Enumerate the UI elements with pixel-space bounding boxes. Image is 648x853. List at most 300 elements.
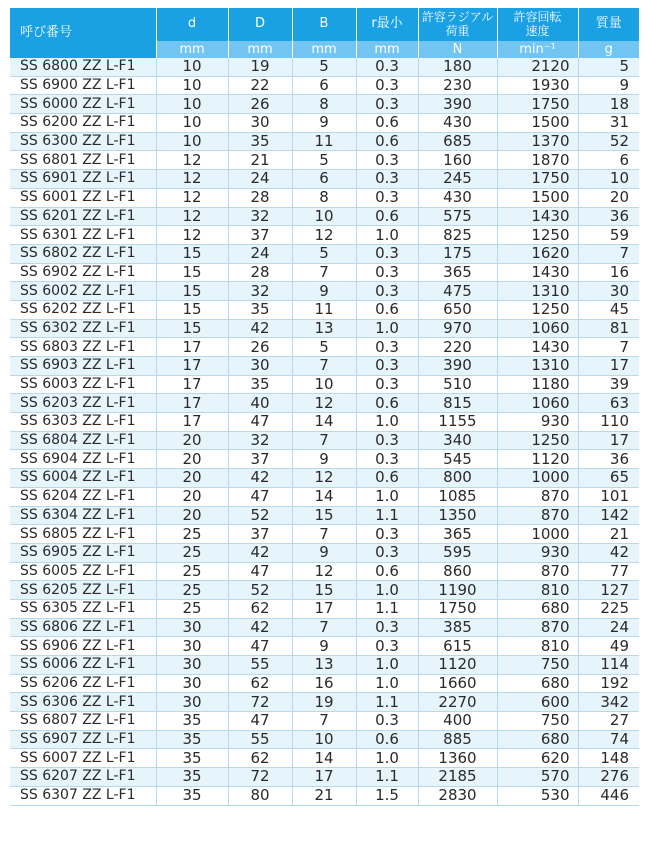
cell-part-number: SS 6300 ZZ L-F1 (10, 132, 156, 151)
cell-B: 6 (292, 170, 356, 189)
cell-d: 10 (156, 132, 228, 151)
cell-speed: 810 (497, 581, 578, 600)
cell-B: 7 (292, 431, 356, 450)
cell-speed: 600 (497, 693, 578, 712)
cell-radial-load: 365 (418, 525, 497, 544)
cell-B: 5 (292, 151, 356, 170)
cell-part-number: SS 6304 ZZ L-F1 (10, 506, 156, 525)
cell-D: 24 (228, 244, 292, 263)
cell-radial-load: 245 (418, 170, 497, 189)
cell-d: 35 (156, 730, 228, 749)
cell-d: 12 (156, 170, 228, 189)
cell-D: 40 (228, 394, 292, 413)
header-radial-load-line2: 荷重 (445, 24, 470, 39)
cell-speed: 1930 (497, 76, 578, 95)
cell-D: 19 (228, 58, 292, 76)
cell-r-min: 0.3 (356, 58, 418, 76)
cell-d: 12 (156, 151, 228, 170)
unit-speed: min⁻¹ (497, 41, 578, 58)
cell-speed: 1620 (497, 244, 578, 263)
table-row (10, 506, 639, 525)
cell-B: 12 (292, 394, 356, 413)
cell-radial-load: 825 (418, 226, 497, 245)
cell-mass: 36 (578, 207, 639, 226)
cell-B: 9 (292, 543, 356, 562)
cell-r-min: 1.0 (356, 413, 418, 432)
cell-B: 17 (292, 599, 356, 618)
cell-d: 15 (156, 300, 228, 319)
cell-r-min: 0.3 (356, 357, 418, 376)
cell-d: 15 (156, 282, 228, 301)
header-radial-load-line1: 許容ラジアル (421, 10, 494, 25)
cell-mass: 20 (578, 188, 639, 207)
table-header (10, 8, 639, 58)
cell-part-number: SS 6202 ZZ L-F1 (10, 300, 156, 319)
cell-part-number: SS 6002 ZZ L-F1 (10, 282, 156, 301)
cell-r-min: 0.3 (356, 76, 418, 95)
table-row (10, 413, 639, 432)
cell-d: 12 (156, 207, 228, 226)
cell-d: 17 (156, 375, 228, 394)
cell-B: 14 (292, 487, 356, 506)
cell-r-min: 0.6 (356, 562, 418, 581)
cell-mass: 127 (578, 581, 639, 600)
cell-mass: 101 (578, 487, 639, 506)
cell-part-number: SS 6900 ZZ L-F1 (10, 76, 156, 95)
cell-D: 21 (228, 151, 292, 170)
cell-B: 10 (292, 375, 356, 394)
cell-speed: 1000 (497, 525, 578, 544)
unit-mass: g (578, 41, 639, 58)
cell-D: 35 (228, 375, 292, 394)
cell-r-min: 1.1 (356, 506, 418, 525)
cell-B: 6 (292, 76, 356, 95)
cell-r-min: 0.3 (356, 170, 418, 189)
cell-mass: 5 (578, 58, 639, 76)
table-row (10, 581, 639, 600)
cell-r-min: 0.6 (356, 132, 418, 151)
cell-radial-load: 1350 (418, 506, 497, 525)
cell-d: 20 (156, 506, 228, 525)
cell-radial-load: 1085 (418, 487, 497, 506)
cell-part-number: SS 6205 ZZ L-F1 (10, 581, 156, 600)
table-row (10, 487, 639, 506)
cell-B: 9 (292, 450, 356, 469)
unit-load: N (418, 41, 497, 58)
cell-d: 17 (156, 394, 228, 413)
cell-radial-load: 800 (418, 469, 497, 488)
cell-speed: 870 (497, 562, 578, 581)
table-row (10, 450, 639, 469)
header-r-min: r最小 (356, 8, 418, 41)
cell-radial-load: 385 (418, 618, 497, 637)
cell-speed: 1250 (497, 300, 578, 319)
cell-part-number: SS 6903 ZZ L-F1 (10, 357, 156, 376)
table-row (10, 319, 639, 338)
cell-D: 24 (228, 170, 292, 189)
cell-speed: 1430 (497, 338, 578, 357)
cell-speed: 570 (497, 768, 578, 787)
cell-part-number: SS 6803 ZZ L-F1 (10, 338, 156, 357)
cell-radial-load: 595 (418, 543, 497, 562)
header-mass: 質量 (578, 8, 639, 41)
cell-d: 30 (156, 637, 228, 656)
cell-part-number: SS 6902 ZZ L-F1 (10, 263, 156, 282)
cell-part-number: SS 6907 ZZ L-F1 (10, 730, 156, 749)
cell-radial-load: 160 (418, 151, 497, 170)
bearing-spec-table (10, 8, 639, 806)
cell-r-min: 0.3 (356, 188, 418, 207)
cell-part-number: SS 6305 ZZ L-F1 (10, 599, 156, 618)
header-speed-line2: 速度 (525, 24, 550, 39)
cell-d: 25 (156, 599, 228, 618)
cell-mass: 74 (578, 730, 639, 749)
cell-speed: 1430 (497, 207, 578, 226)
cell-speed: 1250 (497, 226, 578, 245)
cell-r-min: 0.3 (356, 712, 418, 731)
cell-part-number: SS 6003 ZZ L-F1 (10, 375, 156, 394)
header-part-number: 呼び番号 (10, 8, 156, 58)
cell-d: 10 (156, 76, 228, 95)
cell-D: 47 (228, 487, 292, 506)
cell-r-min: 1.0 (356, 226, 418, 245)
cell-B: 11 (292, 300, 356, 319)
cell-speed: 1500 (497, 188, 578, 207)
header-D: D (228, 8, 292, 41)
cell-D: 47 (228, 637, 292, 656)
cell-r-min: 1.1 (356, 768, 418, 787)
cell-D: 72 (228, 768, 292, 787)
cell-mass: 192 (578, 674, 639, 693)
cell-D: 47 (228, 712, 292, 731)
cell-B: 8 (292, 188, 356, 207)
cell-speed: 1370 (497, 132, 578, 151)
cell-part-number: SS 6306 ZZ L-F1 (10, 693, 156, 712)
cell-mass: 52 (578, 132, 639, 151)
cell-d: 30 (156, 656, 228, 675)
cell-mass: 65 (578, 469, 639, 488)
cell-d: 20 (156, 487, 228, 506)
table-row (10, 525, 639, 544)
cell-mass: 81 (578, 319, 639, 338)
cell-speed: 810 (497, 637, 578, 656)
cell-D: 32 (228, 431, 292, 450)
table-row (10, 263, 639, 282)
cell-speed: 870 (497, 506, 578, 525)
cell-radial-load: 2830 (418, 786, 497, 805)
table-row (10, 693, 639, 712)
table-row (10, 207, 639, 226)
cell-r-min: 0.3 (356, 244, 418, 263)
table-row (10, 562, 639, 581)
cell-mass: 45 (578, 300, 639, 319)
cell-d: 12 (156, 188, 228, 207)
cell-D: 37 (228, 450, 292, 469)
cell-B: 5 (292, 58, 356, 76)
cell-B: 11 (292, 132, 356, 151)
cell-mass: 9 (578, 76, 639, 95)
cell-speed: 930 (497, 543, 578, 562)
cell-radial-load: 180 (418, 58, 497, 76)
cell-part-number: SS 6201 ZZ L-F1 (10, 207, 156, 226)
cell-B: 5 (292, 244, 356, 263)
cell-radial-load: 970 (418, 319, 497, 338)
table-row (10, 599, 639, 618)
cell-r-min: 1.0 (356, 319, 418, 338)
cell-r-min: 0.6 (356, 300, 418, 319)
cell-part-number: SS 6901 ZZ L-F1 (10, 170, 156, 189)
cell-radial-load: 510 (418, 375, 497, 394)
cell-radial-load: 885 (418, 730, 497, 749)
cell-speed: 530 (497, 786, 578, 805)
unit-D: mm (228, 41, 292, 58)
cell-speed: 750 (497, 712, 578, 731)
cell-D: 52 (228, 506, 292, 525)
cell-r-min: 0.6 (356, 114, 418, 133)
cell-B: 14 (292, 413, 356, 432)
table-row (10, 58, 639, 76)
cell-D: 37 (228, 525, 292, 544)
cell-d: 17 (156, 413, 228, 432)
cell-part-number: SS 6302 ZZ L-F1 (10, 319, 156, 338)
cell-d: 15 (156, 263, 228, 282)
cell-mass: 24 (578, 618, 639, 637)
cell-radial-load: 650 (418, 300, 497, 319)
cell-d: 35 (156, 712, 228, 731)
cell-D: 42 (228, 469, 292, 488)
table-row (10, 394, 639, 413)
table-row (10, 300, 639, 319)
cell-speed: 2120 (497, 58, 578, 76)
cell-D: 37 (228, 226, 292, 245)
cell-mass: 446 (578, 786, 639, 805)
cell-d: 30 (156, 674, 228, 693)
cell-speed: 1430 (497, 263, 578, 282)
cell-speed: 1310 (497, 357, 578, 376)
cell-radial-load: 175 (418, 244, 497, 263)
cell-radial-load: 545 (418, 450, 497, 469)
header-speed-line1: 許容回転 (513, 10, 562, 25)
cell-D: 28 (228, 188, 292, 207)
cell-mass: 276 (578, 768, 639, 787)
cell-r-min: 0.3 (356, 282, 418, 301)
cell-mass: 31 (578, 114, 639, 133)
cell-d: 12 (156, 226, 228, 245)
cell-r-min: 1.0 (356, 581, 418, 600)
cell-part-number: SS 6905 ZZ L-F1 (10, 543, 156, 562)
cell-B: 15 (292, 581, 356, 600)
cell-radial-load: 390 (418, 357, 497, 376)
cell-r-min: 1.0 (356, 674, 418, 693)
cell-d: 10 (156, 114, 228, 133)
cell-mass: 142 (578, 506, 639, 525)
cell-D: 30 (228, 114, 292, 133)
cell-B: 10 (292, 730, 356, 749)
cell-radial-load: 615 (418, 637, 497, 656)
cell-speed: 1000 (497, 469, 578, 488)
cell-part-number: SS 6200 ZZ L-F1 (10, 114, 156, 133)
cell-d: 17 (156, 338, 228, 357)
cell-B: 16 (292, 674, 356, 693)
cell-speed: 870 (497, 618, 578, 637)
table-row (10, 637, 639, 656)
cell-mass: 39 (578, 375, 639, 394)
cell-speed: 1500 (497, 114, 578, 133)
cell-D: 42 (228, 319, 292, 338)
cell-part-number: SS 6206 ZZ L-F1 (10, 674, 156, 693)
cell-mass: 114 (578, 656, 639, 675)
cell-mass: 49 (578, 637, 639, 656)
cell-part-number: SS 6802 ZZ L-F1 (10, 244, 156, 263)
unit-B: mm (292, 41, 356, 58)
cell-radial-load: 1750 (418, 599, 497, 618)
table-row (10, 282, 639, 301)
cell-radial-load: 685 (418, 132, 497, 151)
cell-r-min: 1.0 (356, 656, 418, 675)
table-row (10, 431, 639, 450)
cell-D: 62 (228, 749, 292, 768)
cell-r-min: 1.1 (356, 693, 418, 712)
cell-part-number: SS 6801 ZZ L-F1 (10, 151, 156, 170)
cell-B: 12 (292, 469, 356, 488)
table-row (10, 151, 639, 170)
table-row (10, 618, 639, 637)
table-row (10, 469, 639, 488)
cell-d: 30 (156, 693, 228, 712)
table-row (10, 712, 639, 731)
table-row (10, 768, 639, 787)
header-d: d (156, 8, 228, 41)
cell-B: 9 (292, 637, 356, 656)
table-row (10, 188, 639, 207)
cell-D: 30 (228, 357, 292, 376)
cell-d: 35 (156, 768, 228, 787)
cell-speed: 1250 (497, 431, 578, 450)
cell-part-number: SS 6804 ZZ L-F1 (10, 431, 156, 450)
cell-r-min: 0.3 (356, 637, 418, 656)
header-radial-load (418, 8, 497, 41)
table-row (10, 786, 639, 805)
cell-d: 35 (156, 786, 228, 805)
cell-d: 15 (156, 319, 228, 338)
cell-r-min: 0.6 (356, 394, 418, 413)
cell-r-min: 0.3 (356, 450, 418, 469)
cell-radial-load: 2185 (418, 768, 497, 787)
cell-speed: 1750 (497, 95, 578, 114)
cell-r-min: 0.3 (356, 263, 418, 282)
cell-r-min: 0.3 (356, 543, 418, 562)
cell-B: 13 (292, 656, 356, 675)
cell-mass: 59 (578, 226, 639, 245)
cell-mass: 148 (578, 749, 639, 768)
cell-D: 47 (228, 562, 292, 581)
cell-mass: 17 (578, 431, 639, 450)
table-row (10, 114, 639, 133)
cell-D: 47 (228, 413, 292, 432)
cell-speed: 870 (497, 487, 578, 506)
cell-D: 22 (228, 76, 292, 95)
cell-D: 35 (228, 300, 292, 319)
cell-mass: 10 (578, 170, 639, 189)
cell-D: 32 (228, 282, 292, 301)
cell-r-min: 0.3 (356, 618, 418, 637)
cell-speed: 1750 (497, 170, 578, 189)
cell-mass: 7 (578, 244, 639, 263)
cell-B: 12 (292, 226, 356, 245)
cell-D: 28 (228, 263, 292, 282)
cell-part-number: SS 6307 ZZ L-F1 (10, 786, 156, 805)
cell-radial-load: 475 (418, 282, 497, 301)
cell-B: 7 (292, 618, 356, 637)
cell-B: 21 (292, 786, 356, 805)
cell-d: 20 (156, 450, 228, 469)
cell-part-number: SS 6303 ZZ L-F1 (10, 413, 156, 432)
cell-part-number: SS 6207 ZZ L-F1 (10, 768, 156, 787)
cell-speed: 1870 (497, 151, 578, 170)
cell-radial-load: 1155 (418, 413, 497, 432)
cell-part-number: SS 6006 ZZ L-F1 (10, 656, 156, 675)
cell-part-number: SS 6904 ZZ L-F1 (10, 450, 156, 469)
cell-radial-load: 220 (418, 338, 497, 357)
cell-part-number: SS 6203 ZZ L-F1 (10, 394, 156, 413)
cell-r-min: 0.3 (356, 95, 418, 114)
cell-d: 25 (156, 581, 228, 600)
unit-d: mm (156, 41, 228, 58)
cell-part-number: SS 6001 ZZ L-F1 (10, 188, 156, 207)
table-row (10, 375, 639, 394)
cell-r-min: 1.5 (356, 786, 418, 805)
cell-mass: 63 (578, 394, 639, 413)
cell-r-min: 0.3 (356, 151, 418, 170)
cell-mass: 21 (578, 525, 639, 544)
cell-r-min: 1.1 (356, 599, 418, 618)
table-row (10, 656, 639, 675)
cell-speed: 1180 (497, 375, 578, 394)
cell-mass: 16 (578, 263, 639, 282)
bearing-spec-table-container (10, 8, 639, 806)
cell-part-number: SS 6807 ZZ L-F1 (10, 712, 156, 731)
cell-D: 42 (228, 618, 292, 637)
cell-part-number: SS 6007 ZZ L-F1 (10, 749, 156, 768)
cell-speed: 680 (497, 599, 578, 618)
table-row (10, 749, 639, 768)
cell-speed: 1310 (497, 282, 578, 301)
cell-radial-load: 860 (418, 562, 497, 581)
cell-part-number: SS 6805 ZZ L-F1 (10, 525, 156, 544)
cell-D: 62 (228, 674, 292, 693)
table-row (10, 170, 639, 189)
cell-r-min: 1.0 (356, 487, 418, 506)
cell-part-number: SS 6806 ZZ L-F1 (10, 618, 156, 637)
cell-d: 25 (156, 525, 228, 544)
table-row (10, 132, 639, 151)
cell-B: 8 (292, 95, 356, 114)
cell-part-number: SS 6906 ZZ L-F1 (10, 637, 156, 656)
cell-B: 5 (292, 338, 356, 357)
cell-B: 14 (292, 749, 356, 768)
cell-r-min: 0.3 (356, 525, 418, 544)
cell-d: 25 (156, 562, 228, 581)
table-row (10, 76, 639, 95)
cell-D: 52 (228, 581, 292, 600)
cell-radial-load: 575 (418, 207, 497, 226)
cell-B: 9 (292, 114, 356, 133)
cell-B: 7 (292, 525, 356, 544)
cell-mass: 36 (578, 450, 639, 469)
table-row (10, 95, 639, 114)
cell-r-min: 0.6 (356, 207, 418, 226)
cell-B: 12 (292, 562, 356, 581)
